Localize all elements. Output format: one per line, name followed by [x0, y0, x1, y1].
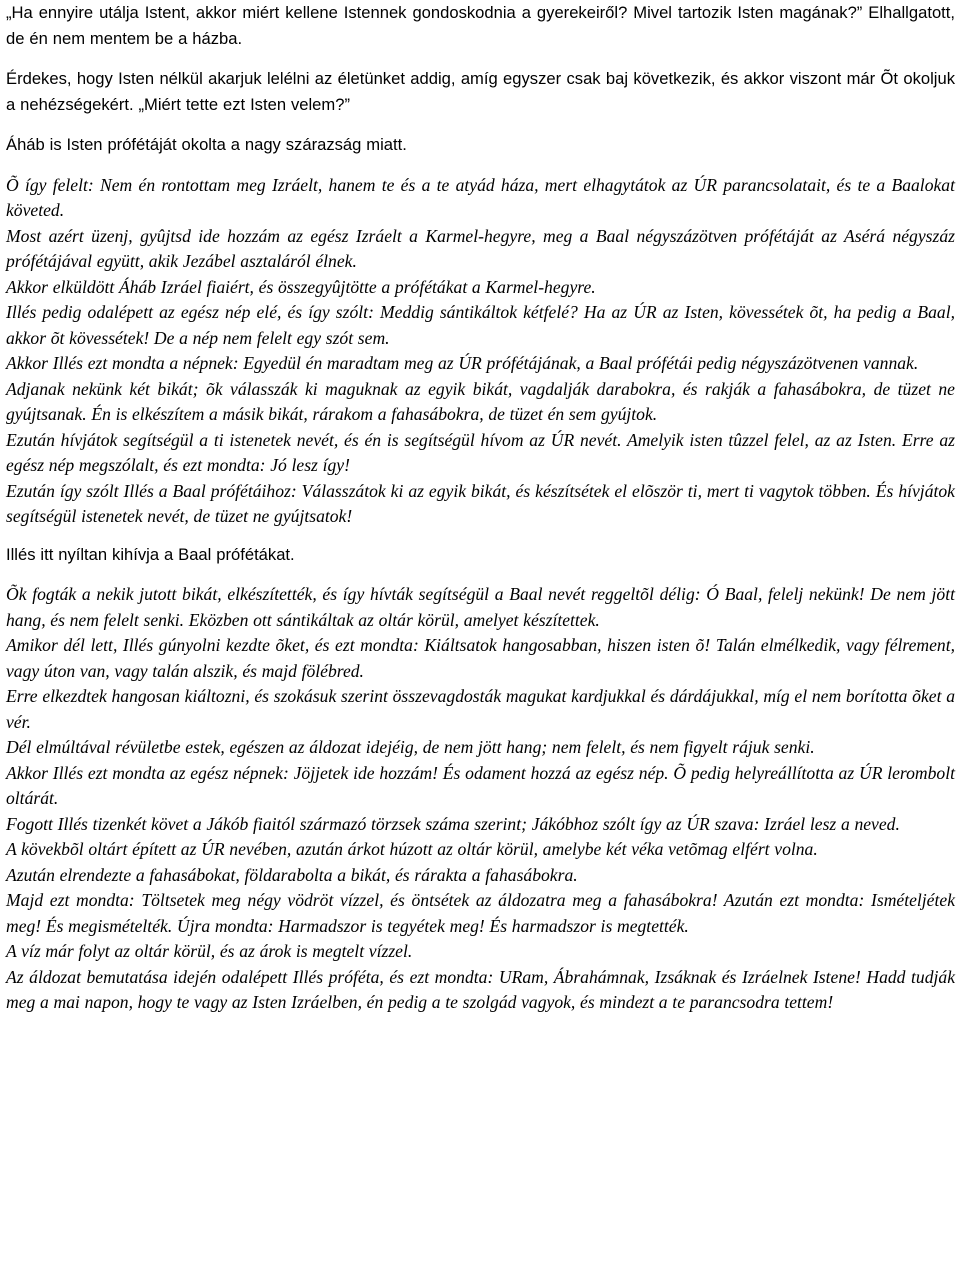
- paragraph-scripture-13: [6, 761, 955, 812]
- paragraph-scripture-19: [6, 965, 955, 1016]
- paragraph-scripture-3: [6, 275, 955, 301]
- paragraph-scripture-17: [6, 888, 955, 939]
- paragraph-scripture-5: [6, 351, 955, 377]
- paragraph-scripture-10: [6, 633, 955, 684]
- paragraph-scripture-18: [6, 939, 955, 965]
- paragraph-text: Ezután hívjátok segítségül a ti istenetek nevét, és én is segítségül hívom az ÚR nevét. Amelyik isten tûzzel felel, az az Isten. Erre az egész nép megszólalt, és ezt mondta: Jó lesz így!: [6, 429, 955, 475]
- paragraph-text: Most azért üzenj, gyûjtsd ide hozzám az egész Izráelt a Karmel-hegyre, meg a Baal négyszázötven prófétáját az Asérá négyszáz prófétájával együtt, akik Jezábel asztaláról élnek.: [6, 225, 955, 271]
- paragraph-text: Azután elrendezte a fahasábokat, földarabolta a bikát, és rárakta a fahasábokra.: [6, 864, 578, 885]
- paragraph-text: Õ így felelt: Nem én rontottam meg Izráelt, hanem te és a te atyád háza, mert elhagytátok az ÚR parancsolatait, és te a Baalokat követed.: [6, 174, 955, 220]
- paragraph-text: A kövekbõl oltárt épített az ÚR nevében, azután árkot húzott az oltár körül, amelybe két véka vetõmag elfért volna.: [6, 839, 818, 859]
- paragraph-text: Dél elmúltával révületbe estek, egészen az áldozat idejéig, de nem jött hang; nem felelt, és nem figyelt rájuk senki.: [6, 737, 815, 757]
- paragraph-scripture-1: [6, 173, 955, 224]
- paragraph-text: Érdekes, hogy Isten nélkül akarjuk lelélni az életünket addig, amíg egyszer csak baj következik, és akkor viszont már Õt okoljuk a nehézségekért. „Miért tette ezt Isten velem?”: [6, 69, 955, 114]
- paragraph-ahab-blame: [6, 132, 955, 158]
- paragraph-text: Illés itt nyíltan kihívja a Baal prófétákat.: [6, 544, 295, 564]
- paragraph-text: Az áldozat bemutatása idején odalépett Illés próféta, és ezt mondta: URam, Ábrahámnak, Izsáknak és Izráelnek Istene! Hadd tudják meg a mai napon, hogy te vagy az Isten Izráelben, én pedig a te szolgád vagyok, és mindezt a te parancsodra tettem!: [6, 966, 955, 1012]
- paragraph-text: Erre elkezdtek hangosan kiáltozni, és szokásuk szerint összevagdosták magukat kardjukkal és dárdájukkal, míg el nem borította õket a vér.: [6, 686, 955, 732]
- paragraph-text: A víz már folyt az oltár körül, és az árok is megtelt vízzel.: [6, 941, 413, 961]
- paragraph-scripture-9: [6, 582, 955, 633]
- paragraph-scripture-8: [6, 479, 955, 530]
- paragraph-scripture-11: [6, 684, 955, 735]
- paragraph-scripture-2: [6, 224, 955, 275]
- paragraph-intro-quote: [6, 0, 955, 51]
- paragraph-text: Adjanak nekünk két bikát; õk válasszák ki maguknak az egyik bikát, vagdalják darabokra, és rakják a fahasábokra, de tüzet ne gyújtsanak. Én is elkészítem a másik bikát, rárakom a fahasábokra, de tüzet én sem gyújtok.: [6, 378, 955, 424]
- paragraph-scripture-7: [6, 428, 955, 479]
- paragraph-text: Áháb is Isten prófétáját okolta a nagy szárazság miatt.: [6, 135, 407, 154]
- paragraph-challenge-note: [6, 542, 955, 568]
- paragraph-commentary: [6, 66, 955, 117]
- paragraph-scripture-16: [6, 863, 955, 889]
- paragraph-scripture-4: [6, 300, 955, 351]
- paragraph-scripture-15: [6, 837, 955, 863]
- paragraph-text: Majd ezt mondta: Töltsetek meg négy vödröt vízzel, és öntsétek az áldozatra meg a fahasábokra! Azután ezt mondta: Ismételjétek meg! És megismételték. Újra mondta: Harmadszor is tegyétek meg! És harmadszor is megtették.: [6, 890, 955, 936]
- paragraph-text: Amikor dél lett, Illés gúnyolni kezdte õket, és ezt mondta: Kiáltsatok hangosabban, hiszen isten õ! Talán elmélkedik, vagy félrement, vagy úton van, vagy talán alszik, és majd fölébred.: [6, 635, 955, 681]
- paragraph-scripture-14: [6, 812, 955, 838]
- paragraph-text: Õk fogták a nekik jutott bikát, elkészítették, és így hívták segítségül a Baal nevét reggeltõl délig: Ó Baal, felelj nekünk! De nem jött hang, és nem felelt senki. Eközben ott sántikáltak az oltár körül, amelyet készítettek.: [6, 584, 955, 630]
- paragraph-text: Akkor Illés ezt mondta a népnek: Egyedül én maradtam meg az ÚR prófétájának, a Baal prófétái pedig négyszázötvenen vannak.: [6, 353, 919, 373]
- paragraph-text: Ezután így szólt Illés a Baal prófétáihoz: Válasszátok ki az egyik bikát, és készítsétek el elõször ti, mert ti vagytok többen. És hívjátok segítségül istenetek nevét, de tüzet ne gyújtsatok!: [6, 480, 955, 526]
- paragraph-text: Akkor Illés ezt mondta az egész népnek: Jöjjetek ide hozzám! És odament hozzá az egész nép. Õ pedig helyreállította az ÚR lerombolt oltárát.: [6, 762, 955, 808]
- paragraph-text: Illés pedig odalépett az egész nép elé, és így szólt: Meddig sántikáltok kétfelé? Ha az ÚR az Isten, kövessétek õt, ha pedig a Baal, akkor õt kövessétek! De a nép nem felelt egy szót sem.: [6, 302, 955, 348]
- paragraph-text: „Ha ennyire utálja Istent, akkor miért kellene Istennek gondoskodnia a gyerekeiről? Mivel tartozik Isten magának?” Elhallgatott, de én nem mentem be a házba.: [6, 3, 955, 48]
- paragraph-scripture-6: [6, 377, 955, 428]
- paragraph-text: Akkor elküldött Áháb Izráel fiaiért, és összegyûjtötte a prófétákat a Karmel-hegyre.: [6, 276, 596, 297]
- paragraph-text: Fogott Illés tizenkét követ a Jákób fiaitól származó törzsek száma szerint; Jákóbhoz szólt így az ÚR szava: Izráel lesz a neved.: [6, 813, 900, 834]
- paragraph-scripture-12: [6, 735, 955, 761]
